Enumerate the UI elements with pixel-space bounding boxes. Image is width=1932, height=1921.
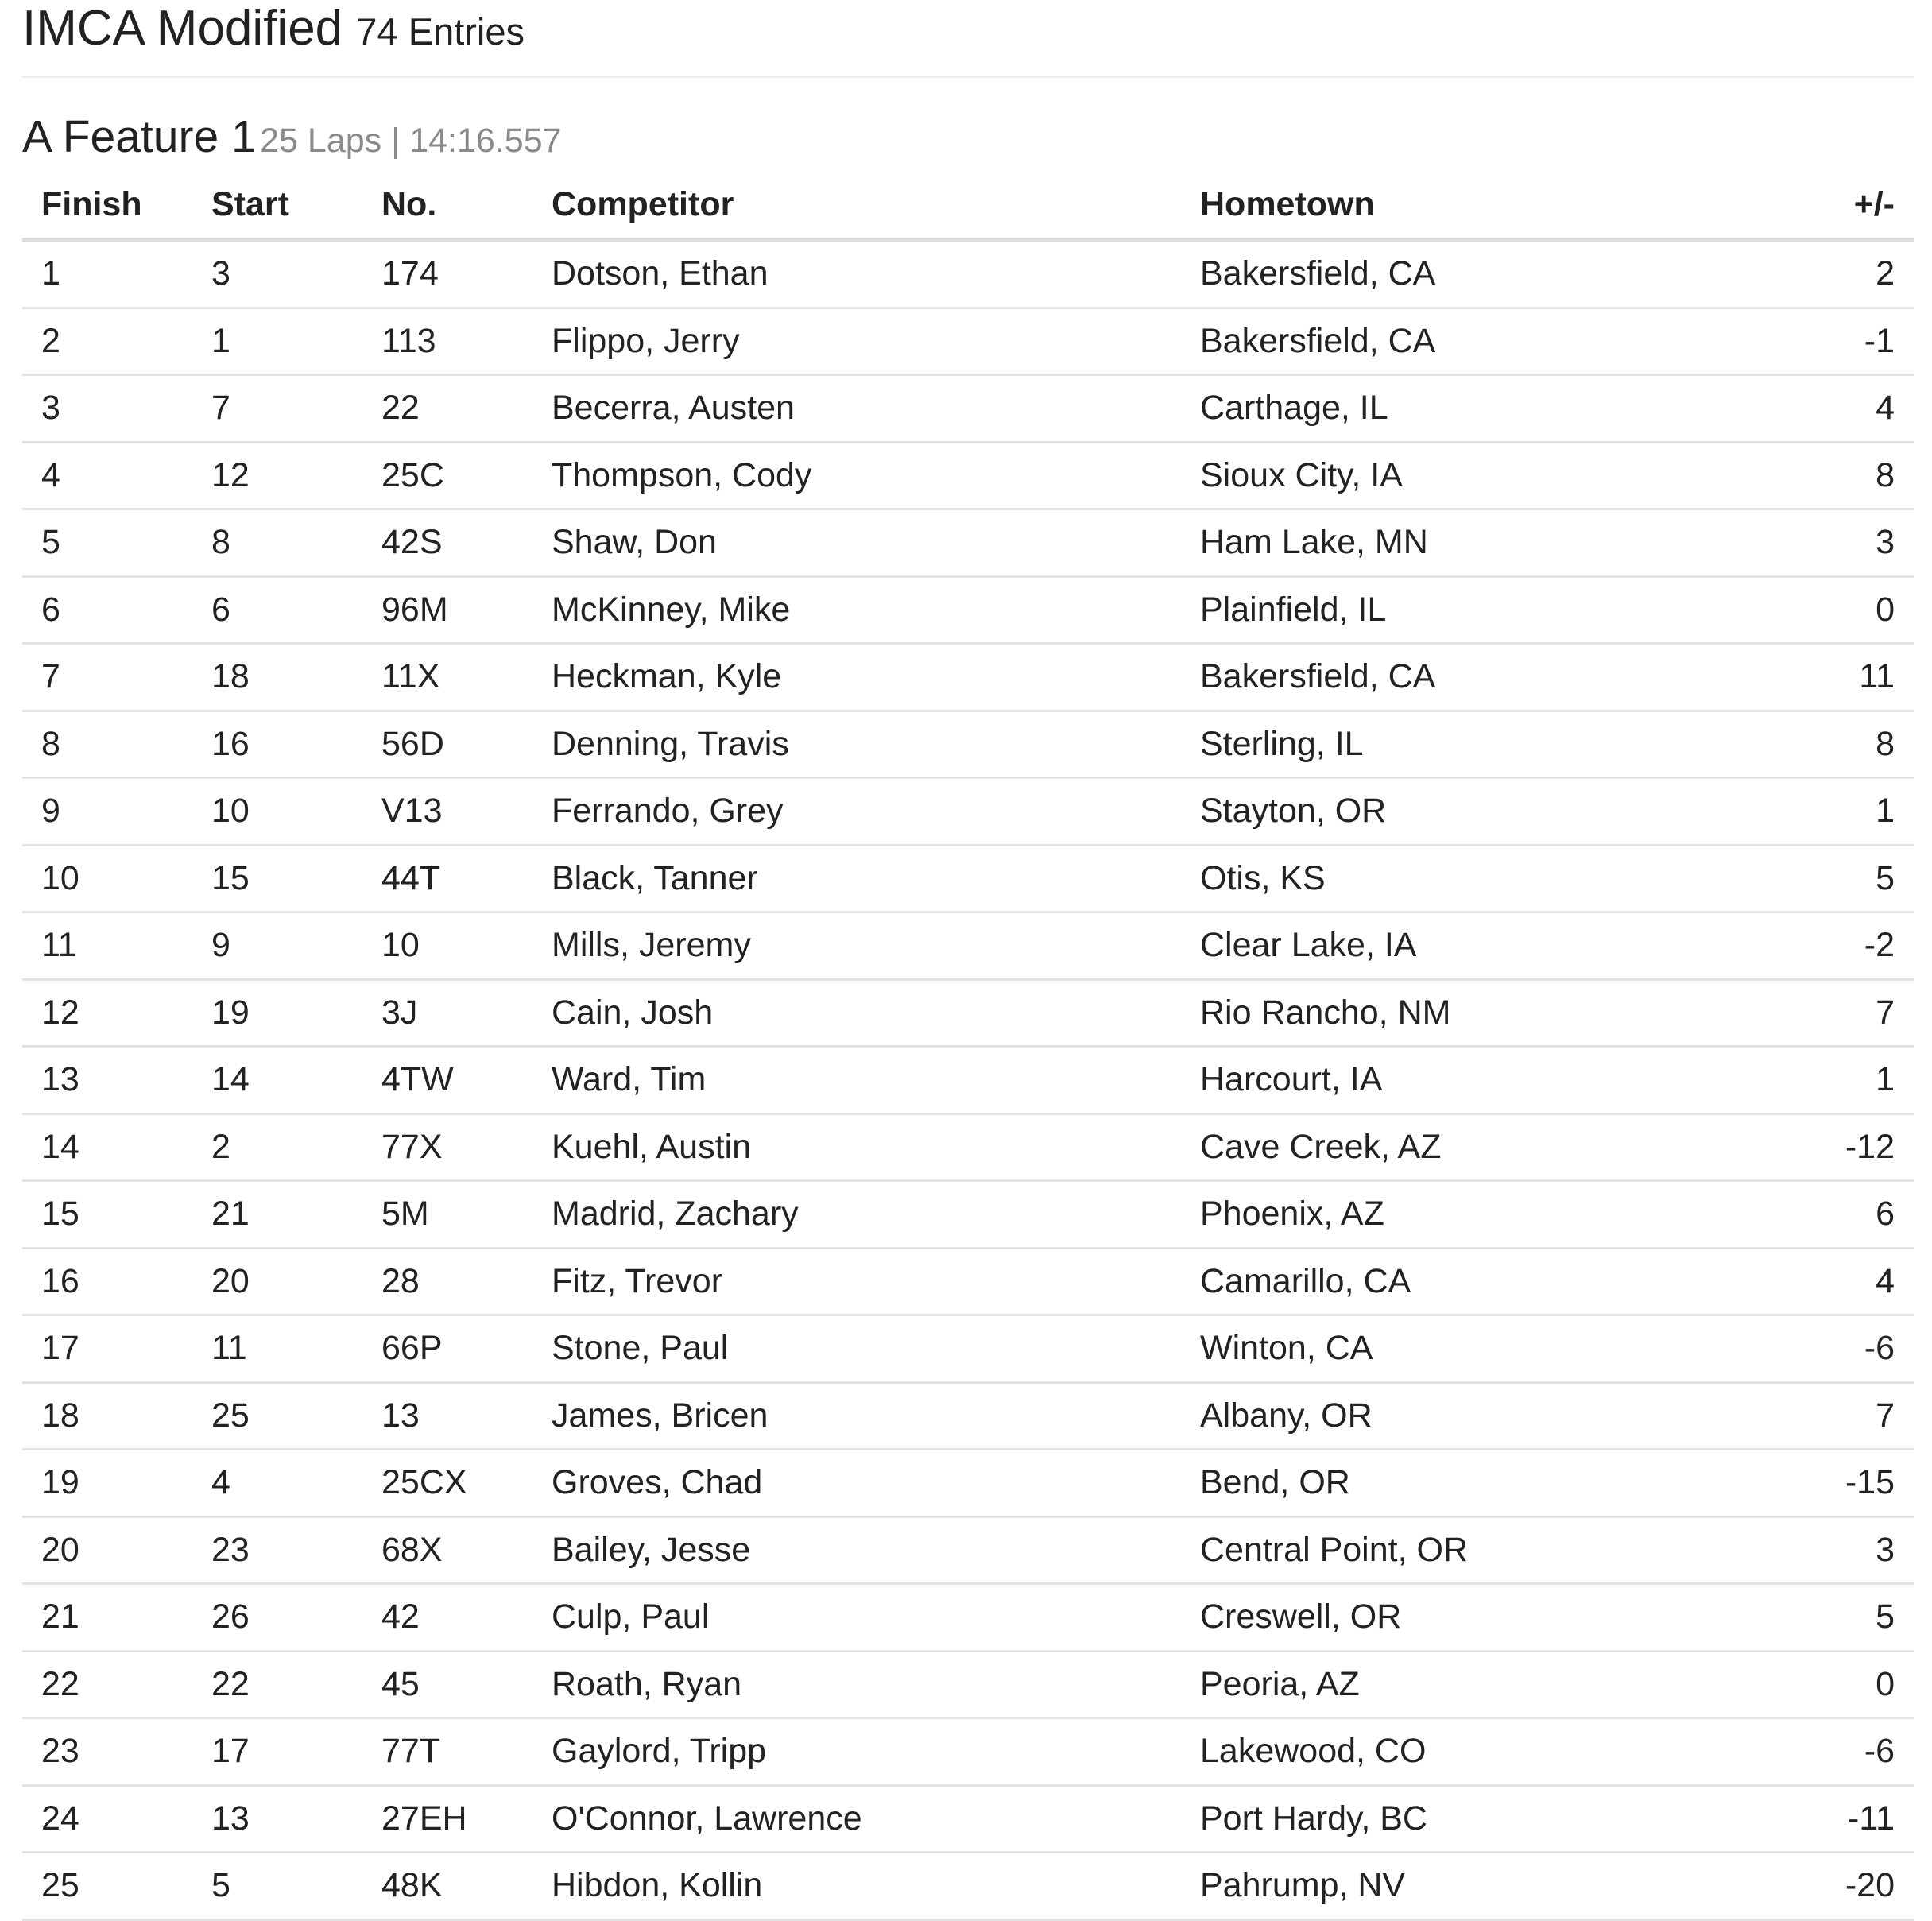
table-row[interactable] <box>22 1248 1914 1315</box>
cell-hometown: Albany, OR <box>1200 1382 1709 1450</box>
table-row[interactable] <box>22 1516 1914 1584</box>
cell-plus-minus: 7 <box>1709 1382 1914 1450</box>
cell-hometown: Bakersfield, CA <box>1200 644 1709 711</box>
cell-plus-minus: 8 <box>1709 442 1914 509</box>
cell-finish: 1 <box>22 240 211 308</box>
class-title <box>22 0 525 60</box>
cell-start: 17 <box>211 1718 381 1786</box>
cell-finish: 14 <box>22 1113 211 1181</box>
cell-car-number: 44T <box>381 845 552 912</box>
cell-plus-minus: -6 <box>1709 1315 1914 1383</box>
cell-hometown: Bakersfield, CA <box>1200 308 1709 375</box>
cell-hometown: Plainfield, IL <box>1200 576 1709 644</box>
cell-competitor[interactable]: Heckman, Kyle <box>552 644 1200 711</box>
cell-hometown: Carthage, IL <box>1200 375 1709 443</box>
cell-finish: 16 <box>22 1248 211 1315</box>
cell-finish: 17 <box>22 1315 211 1383</box>
cell-start: 26 <box>211 1584 381 1652</box>
table-row[interactable] <box>22 1113 1914 1181</box>
cell-plus-minus: 11 <box>1709 644 1914 711</box>
cell-finish: 9 <box>22 778 211 846</box>
cell-hometown: Pahrump, NV <box>1200 1853 1709 1920</box>
cell-competitor[interactable]: Becerra, Austen <box>552 375 1200 443</box>
cell-hometown: Sioux City, IA <box>1200 442 1709 509</box>
cell-hometown: Otis, KS <box>1200 845 1709 912</box>
table-row[interactable] <box>22 240 1914 308</box>
cell-start: 23 <box>211 1516 381 1584</box>
cell-finish: 15 <box>22 1181 211 1249</box>
cell-plus-minus: 5 <box>1709 845 1914 912</box>
table-header-row <box>22 171 1914 240</box>
cell-competitor[interactable]: Ward, Tim <box>552 1047 1200 1114</box>
cell-competitor[interactable]: Hibdon, Kollin <box>552 1853 1200 1920</box>
cell-finish: 10 <box>22 845 211 912</box>
cell-start: 5 <box>211 1853 381 1920</box>
cell-car-number: 5M <box>381 1181 552 1249</box>
cell-competitor[interactable]: Gaylord, Tripp <box>552 1718 1200 1786</box>
cell-competitor[interactable]: Shaw, Don <box>552 509 1200 577</box>
cell-finish: 23 <box>22 1718 211 1786</box>
cell-car-number: 25CX <box>381 1450 552 1517</box>
cell-competitor[interactable]: Fitz, Trevor <box>552 1248 1200 1315</box>
cell-hometown: Winton, CA <box>1200 1315 1709 1383</box>
cell-plus-minus: -2 <box>1709 912 1914 980</box>
cell-hometown: Harcourt, IA <box>1200 1047 1709 1114</box>
cell-finish: 19 <box>22 1450 211 1517</box>
cell-competitor[interactable]: James, Bricen <box>552 1382 1200 1450</box>
cell-car-number: 42S <box>381 509 552 577</box>
cell-finish: 7 <box>22 644 211 711</box>
table-row[interactable] <box>22 1785 1914 1853</box>
table-row[interactable] <box>22 711 1914 778</box>
cell-competitor[interactable]: Culp, Paul <box>552 1584 1200 1652</box>
cell-plus-minus: 6 <box>1709 1181 1914 1249</box>
cell-car-number: 77X <box>381 1113 552 1181</box>
table-row[interactable] <box>22 442 1914 509</box>
cell-start: 25 <box>211 1382 381 1450</box>
cell-plus-minus: 8 <box>1709 711 1914 778</box>
table-row[interactable] <box>22 1718 1914 1786</box>
cell-hometown: Ham Lake, MN <box>1200 509 1709 577</box>
cell-start: 13 <box>211 1785 381 1853</box>
cell-competitor[interactable]: Bailey, Jesse <box>552 1516 1200 1584</box>
cell-finish: 12 <box>22 979 211 1047</box>
cell-competitor[interactable]: Stone, Paul <box>552 1315 1200 1383</box>
cell-start: 2 <box>211 1113 381 1181</box>
column-header-competitor[interactable]: Competitor <box>552 171 1200 240</box>
table-row[interactable] <box>22 644 1914 711</box>
table-row[interactable] <box>22 1450 1914 1517</box>
cell-start: 1 <box>211 308 381 375</box>
cell-start: 3 <box>211 240 381 308</box>
class-name: IMCA Modified <box>22 1 343 56</box>
cell-hometown: Phoenix, AZ <box>1200 1181 1709 1249</box>
table-row[interactable] <box>22 1181 1914 1249</box>
cell-hometown: Bend, OR <box>1200 1450 1709 1517</box>
table-row[interactable] <box>22 1315 1914 1383</box>
table-row[interactable] <box>22 845 1914 912</box>
cell-car-number: 174 <box>381 240 552 308</box>
table-row[interactable] <box>22 1853 1914 1920</box>
race-name: A Feature 1 <box>22 111 257 162</box>
cell-car-number: 45 <box>381 1651 552 1718</box>
cell-finish: 24 <box>22 1785 211 1853</box>
cell-start: 15 <box>211 845 381 912</box>
cell-finish: 21 <box>22 1584 211 1652</box>
cell-hometown: Central Point, OR <box>1200 1516 1709 1584</box>
cell-car-number: 56D <box>381 711 552 778</box>
cell-plus-minus: -11 <box>1709 1785 1914 1853</box>
cell-finish: 5 <box>22 509 211 577</box>
cell-car-number: 10 <box>381 912 552 980</box>
class-header <box>22 0 1914 78</box>
cell-hometown: Rio Rancho, NM <box>1200 979 1709 1047</box>
race-header <box>22 108 562 177</box>
cell-plus-minus: 2 <box>1709 240 1914 308</box>
cell-hometown: Peoria, AZ <box>1200 1651 1709 1718</box>
cell-start: 18 <box>211 644 381 711</box>
race-meta: 25 Laps | 14:16.557 <box>260 122 562 160</box>
results-page <box>22 0 1914 1905</box>
cell-plus-minus: 3 <box>1709 509 1914 577</box>
cell-competitor[interactable]: Kuehl, Austin <box>552 1113 1200 1181</box>
cell-plus-minus: -6 <box>1709 1718 1914 1786</box>
cell-plus-minus: 1 <box>1709 778 1914 846</box>
cell-plus-minus: 5 <box>1709 1584 1914 1652</box>
cell-start: 22 <box>211 1651 381 1718</box>
cell-start: 20 <box>211 1248 381 1315</box>
table-row[interactable] <box>22 778 1914 846</box>
cell-car-number: 13 <box>381 1382 552 1450</box>
cell-finish: 13 <box>22 1047 211 1114</box>
cell-competitor[interactable]: Flippo, Jerry <box>552 308 1200 375</box>
cell-hometown: Sterling, IL <box>1200 711 1709 778</box>
cell-start: 21 <box>211 1181 381 1249</box>
entries-count: 74 Entries <box>356 10 525 52</box>
cell-finish: 3 <box>22 375 211 443</box>
cell-competitor[interactable]: Madrid, Zachary <box>552 1181 1200 1249</box>
cell-start: 7 <box>211 375 381 443</box>
cell-car-number: 27EH <box>381 1785 552 1853</box>
cell-finish: 2 <box>22 308 211 375</box>
cell-car-number: 28 <box>381 1248 552 1315</box>
cell-finish: 6 <box>22 576 211 644</box>
cell-plus-minus: 1 <box>1709 1047 1914 1114</box>
cell-car-number: 11X <box>381 644 552 711</box>
cell-plus-minus: -12 <box>1709 1113 1914 1181</box>
cell-finish: 8 <box>22 711 211 778</box>
table-row[interactable] <box>22 509 1914 577</box>
cell-competitor[interactable]: Denning, Travis <box>552 711 1200 778</box>
cell-start: 16 <box>211 711 381 778</box>
table-row[interactable] <box>22 1382 1914 1450</box>
cell-finish: 20 <box>22 1516 211 1584</box>
cell-start: 6 <box>211 576 381 644</box>
cell-plus-minus: 4 <box>1709 1248 1914 1315</box>
cell-plus-minus: 0 <box>1709 576 1914 644</box>
cell-car-number: 68X <box>381 1516 552 1584</box>
cell-plus-minus: -15 <box>1709 1450 1914 1517</box>
cell-car-number: 96M <box>381 576 552 644</box>
results-body <box>22 240 1914 1920</box>
cell-car-number: 4TW <box>381 1047 552 1114</box>
cell-start: 4 <box>211 1450 381 1517</box>
cell-plus-minus: 7 <box>1709 979 1914 1047</box>
cell-competitor[interactable]: Roath, Ryan <box>552 1651 1200 1718</box>
cell-hometown: Cave Creek, AZ <box>1200 1113 1709 1181</box>
table-row[interactable] <box>22 1047 1914 1114</box>
cell-hometown: Clear Lake, IA <box>1200 912 1709 980</box>
cell-hometown: Bakersfield, CA <box>1200 240 1709 308</box>
column-header-hometown[interactable]: Hometown <box>1200 171 1709 240</box>
cell-car-number: 66P <box>381 1315 552 1383</box>
cell-car-number: 113 <box>381 308 552 375</box>
cell-hometown: Port Hardy, BC <box>1200 1785 1709 1853</box>
cell-start: 11 <box>211 1315 381 1383</box>
cell-hometown: Creswell, OR <box>1200 1584 1709 1652</box>
cell-competitor[interactable]: Mills, Jeremy <box>552 912 1200 980</box>
cell-competitor[interactable]: Dotson, Ethan <box>552 240 1200 308</box>
cell-competitor[interactable]: O'Connor, Lawrence <box>552 1785 1200 1853</box>
cell-car-number: 22 <box>381 375 552 443</box>
column-header-finish[interactable]: Finish <box>22 171 211 240</box>
table-row[interactable] <box>22 979 1914 1047</box>
cell-hometown: Stayton, OR <box>1200 778 1709 846</box>
cell-start: 10 <box>211 778 381 846</box>
table-row[interactable] <box>22 1651 1914 1718</box>
cell-finish: 4 <box>22 442 211 509</box>
cell-start: 12 <box>211 442 381 509</box>
cell-competitor[interactable]: McKinney, Mike <box>552 576 1200 644</box>
cell-competitor[interactable]: Ferrando, Grey <box>552 778 1200 846</box>
table-row[interactable] <box>22 576 1914 644</box>
cell-hometown: Lakewood, CO <box>1200 1718 1709 1786</box>
cell-finish: 25 <box>22 1853 211 1920</box>
cell-competitor[interactable]: Black, Tanner <box>552 845 1200 912</box>
cell-car-number: 25C <box>381 442 552 509</box>
column-header-plus-minus[interactable]: +/- <box>1709 171 1914 240</box>
cell-start: 8 <box>211 509 381 577</box>
cell-car-number: 48K <box>381 1853 552 1920</box>
cell-competitor[interactable]: Groves, Chad <box>552 1450 1200 1517</box>
cell-plus-minus: -1 <box>1709 308 1914 375</box>
cell-finish: 22 <box>22 1651 211 1718</box>
cell-start: 19 <box>211 979 381 1047</box>
table-row[interactable] <box>22 1584 1914 1652</box>
cell-finish: 18 <box>22 1382 211 1450</box>
table-row[interactable] <box>22 375 1914 443</box>
cell-car-number: 42 <box>381 1584 552 1652</box>
cell-finish: 11 <box>22 912 211 980</box>
cell-plus-minus: 3 <box>1709 1516 1914 1584</box>
column-header-no[interactable]: No. <box>381 171 552 240</box>
table-row[interactable] <box>22 912 1914 980</box>
cell-plus-minus: -20 <box>1709 1853 1914 1920</box>
results-table <box>22 171 1914 1921</box>
cell-hometown: Camarillo, CA <box>1200 1248 1709 1315</box>
column-header-start[interactable]: Start <box>211 171 381 240</box>
cell-competitor[interactable]: Thompson, Cody <box>552 442 1200 509</box>
cell-car-number: V13 <box>381 778 552 846</box>
cell-start: 14 <box>211 1047 381 1114</box>
cell-car-number: 3J <box>381 979 552 1047</box>
cell-competitor[interactable]: Cain, Josh <box>552 979 1200 1047</box>
table-row[interactable] <box>22 308 1914 375</box>
cell-plus-minus: 4 <box>1709 375 1914 443</box>
cell-plus-minus: 0 <box>1709 1651 1914 1718</box>
cell-start: 9 <box>211 912 381 980</box>
cell-car-number: 77T <box>381 1718 552 1786</box>
